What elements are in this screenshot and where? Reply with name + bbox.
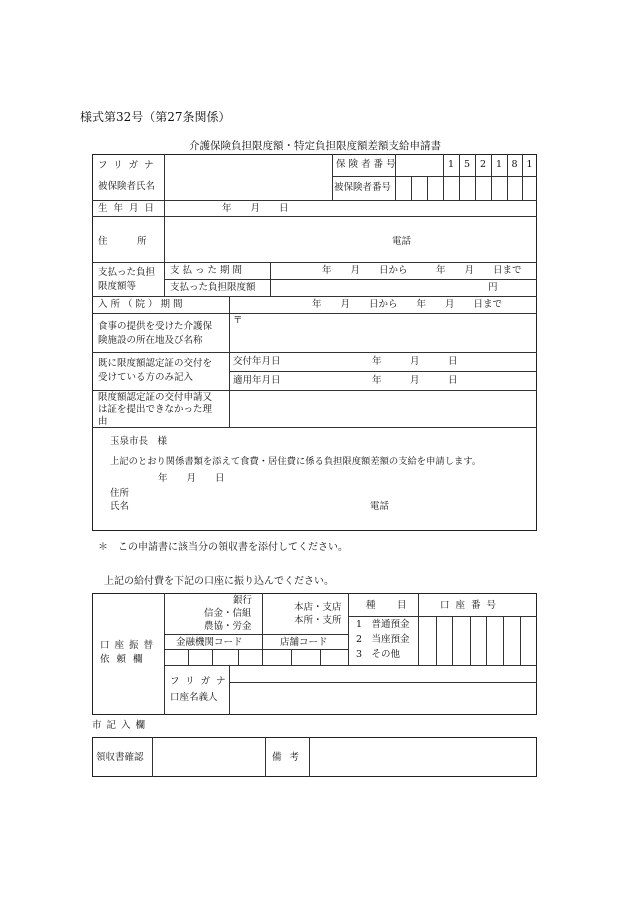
paid-limit-label: 支払った負担限度額 [170, 282, 256, 293]
branch-type-option: 本所・支所 [294, 615, 342, 626]
application-statement: 上記のとおり関係書類を添えて食費・居住費に係る負担限度額差額の支給を申請します。 [110, 456, 482, 467]
paid-amount-label: 限度額等 [98, 281, 137, 292]
signature-phone-label: 電話 [370, 501, 390, 512]
receipt-check-label: 領収書確認 [96, 752, 144, 763]
insured-name-label: 被保険者氏名 [98, 181, 156, 192]
apply-date-format: 年 月 日 [372, 375, 458, 386]
receipt-attach-note: ＊ この申請書に該当分の領収書を添付してください。 [98, 542, 348, 553]
reason-label: 限度額認定証の交付申請又 [98, 392, 213, 403]
furigana-label: フリガナ [98, 160, 160, 171]
account-type-option: 2 当座預金 [356, 634, 410, 645]
bank-type-option: 銀行 [233, 595, 253, 606]
account-number-label: 口座番号 [440, 600, 503, 611]
insurer-number-label: 保険者番号 [336, 159, 399, 170]
city-use-table [92, 737, 537, 777]
insurer-digit: 2 [479, 159, 487, 170]
bank-code-label: 金融機関コード [176, 637, 243, 648]
apply-date-label: 適用年月日 [233, 375, 281, 386]
signature-address-label: 住所 [110, 488, 130, 499]
account-holder-label: 口座名義人 [170, 692, 218, 703]
paid-period-value: 年 月 日から 年 月 日まで [322, 265, 522, 276]
postal-mark: 〒 [233, 315, 243, 326]
account-type-option: 3 その他 [356, 649, 401, 660]
transfer-intro: 上記の給付費を下記の口座に振り込んでください。 [104, 576, 334, 587]
address-label: 住 所 [98, 236, 157, 247]
facility-label: 食事の提供を受けた介護保 [98, 321, 213, 332]
insurer-digit: 8 [511, 159, 518, 170]
branch-type-option: 本店・支店 [294, 602, 342, 613]
issue-date-label: 交付年月日 [233, 356, 281, 367]
signature-name-label: 氏名 [110, 501, 130, 512]
form-title: 介護保険負担限度額・特定負担限度額差額支給申請書 [189, 140, 441, 152]
certificate-label: 受けている方のみ記入 [98, 372, 194, 383]
bank-type-option: 信金・信組 [204, 608, 252, 619]
facility-label: 険施設の所在地及び名称 [98, 335, 203, 346]
admission-period-label: 入所（院）期間 [98, 299, 186, 310]
paid-period-label: 支払った期間 [170, 265, 246, 276]
insurer-digit: 1 [526, 159, 533, 170]
insurer-digit: 1 [447, 159, 455, 170]
branch-code-label: 店舗コード [280, 637, 328, 648]
holder-furigana-label: フリガナ [170, 676, 232, 687]
reason-label: 由 [98, 416, 108, 427]
transfer-section-label: 依頼欄 [100, 654, 150, 665]
insurer-digit: 1 [495, 159, 503, 170]
account-type-option: 1 普通預金 [356, 619, 410, 630]
signature-date: 年 月 日 [158, 473, 225, 484]
admission-period-value: 年 月 日から 年 月 日まで [312, 299, 503, 310]
birth-date-label: 生年月日 [98, 203, 161, 214]
remarks-label: 備考 [272, 752, 308, 763]
city-use-label: 市記入欄 [92, 720, 151, 731]
yen-label: 円 [488, 282, 498, 293]
account-type-label: 種 目 [366, 600, 413, 611]
insured-number-label: 被保険者番号 [334, 182, 392, 193]
reason-label: は証を提出できなかった理 [98, 404, 213, 415]
certificate-label: 既に限度額認定証の交付を [98, 358, 213, 369]
birth-date-format: 年 月 日 [222, 203, 289, 214]
issue-date-format: 年 月 日 [372, 356, 458, 367]
address-phone-label: 電話 [392, 236, 412, 247]
insurer-digit: 5 [463, 159, 471, 170]
mayor-addressee: 玉泉市長 様 [110, 436, 168, 447]
form-number: 様式第32号（第27条関係） [80, 110, 231, 124]
paid-amount-label: 支払った負担 [98, 267, 156, 278]
transfer-section-label: 口座振替 [100, 640, 159, 651]
bank-type-option: 農協・労金 [204, 621, 252, 632]
